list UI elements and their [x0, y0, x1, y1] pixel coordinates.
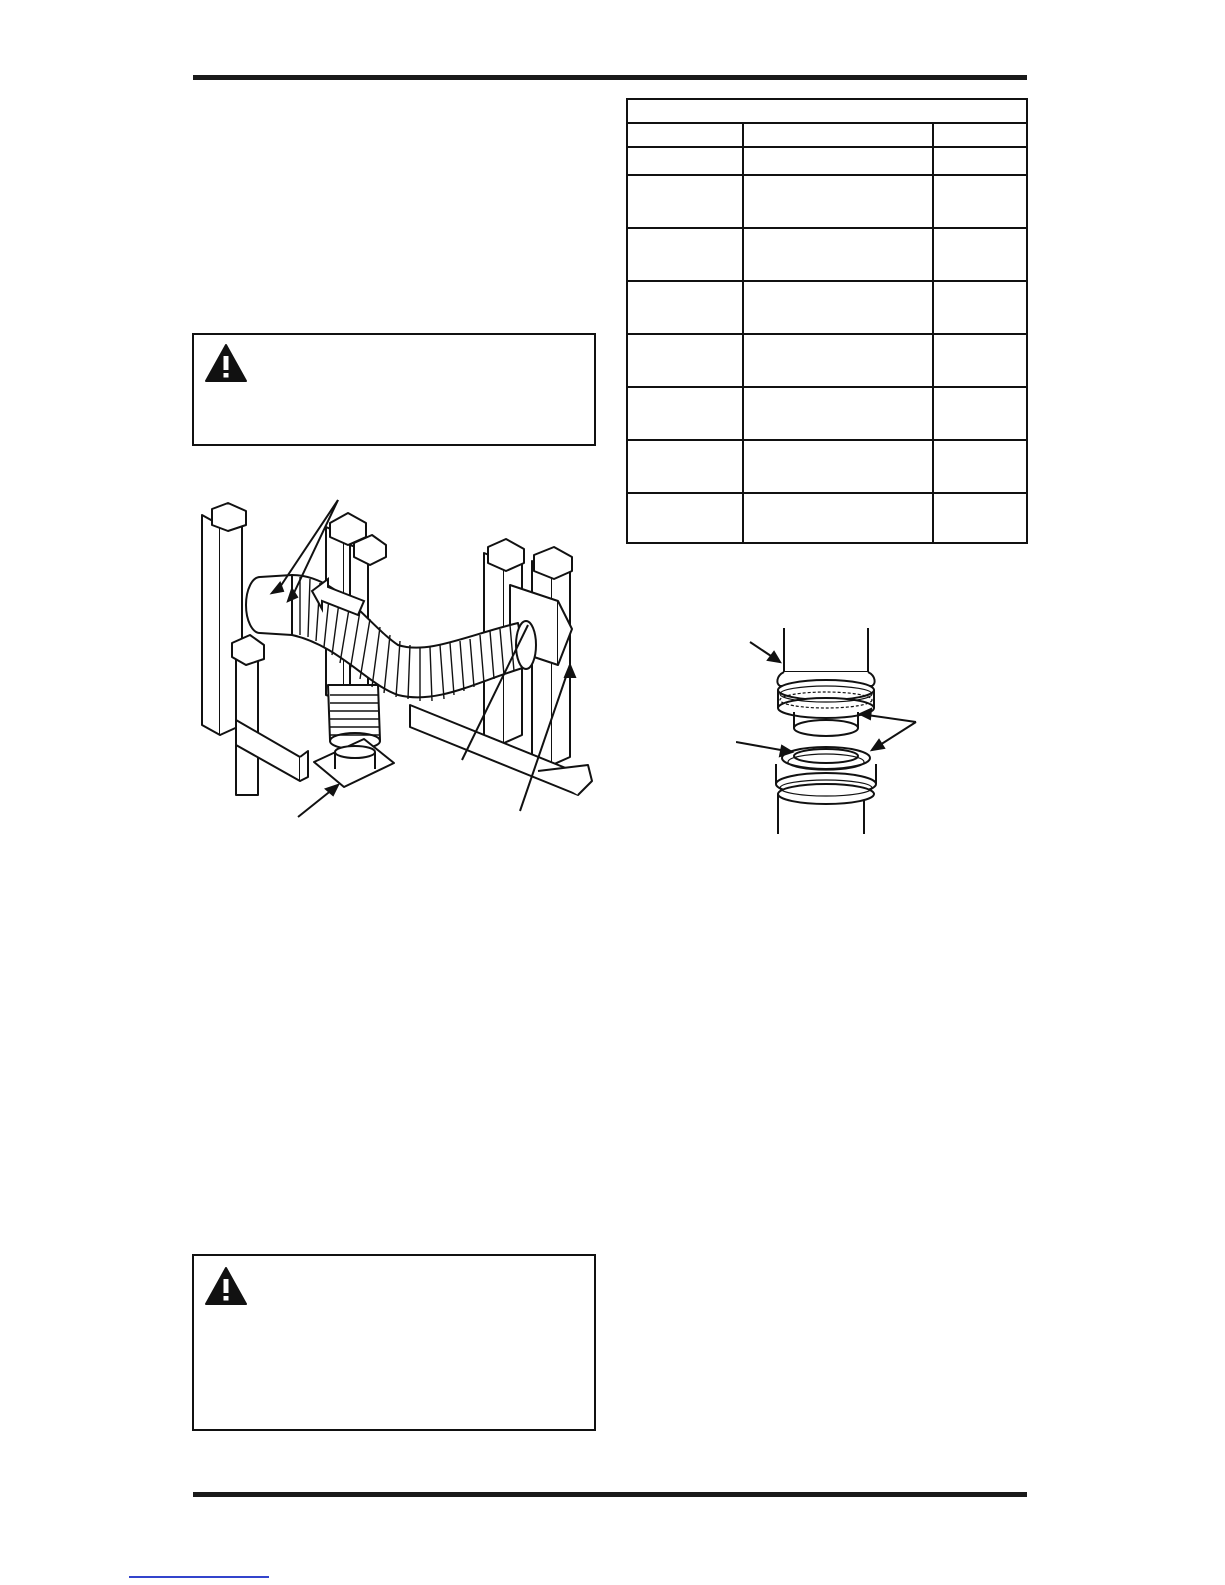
spec-table-cell — [743, 334, 933, 387]
spec-table-cell — [627, 147, 743, 175]
spec-table-cell — [933, 281, 1027, 334]
spec-table-cell — [933, 228, 1027, 281]
spec-table-cell — [743, 228, 933, 281]
flexible-duct-assembly-icon — [188, 495, 600, 830]
vent-pipe-joint-icon — [736, 628, 936, 834]
spec-table-cell — [933, 147, 1027, 175]
spec-table-cell — [743, 175, 933, 228]
spec-table-cell — [743, 493, 933, 543]
spec-table-header — [627, 123, 743, 147]
spec-table-cell — [743, 387, 933, 440]
footer-link-underline[interactable] — [129, 1576, 269, 1578]
warning-triangle-icon — [204, 1266, 248, 1306]
spec-table-title — [627, 99, 1027, 123]
spec-table-cell — [627, 334, 743, 387]
spec-table-cell — [933, 440, 1027, 493]
warning-triangle-icon — [204, 343, 248, 383]
spec-table-cell — [627, 228, 743, 281]
spec-table-cell — [743, 440, 933, 493]
spec-table-cell — [627, 440, 743, 493]
warning-box-2 — [192, 1254, 596, 1431]
spec-table-header — [933, 123, 1027, 147]
spec-table-cell — [933, 387, 1027, 440]
header-rule — [193, 75, 1027, 80]
footer-rule — [193, 1492, 1027, 1497]
spec-table-cell — [627, 281, 743, 334]
spec-table-cell — [933, 334, 1027, 387]
spec-table-header — [743, 123, 933, 147]
spec-table-cell — [933, 493, 1027, 543]
spec-table-cell — [627, 175, 743, 228]
spec-table-cell — [627, 387, 743, 440]
spec-table-cell — [743, 281, 933, 334]
spec-table-cell — [933, 175, 1027, 228]
spec-table-cell — [627, 493, 743, 543]
warning-box-1 — [192, 333, 596, 446]
spec-table-cell — [743, 147, 933, 175]
spec-table — [626, 98, 1028, 544]
